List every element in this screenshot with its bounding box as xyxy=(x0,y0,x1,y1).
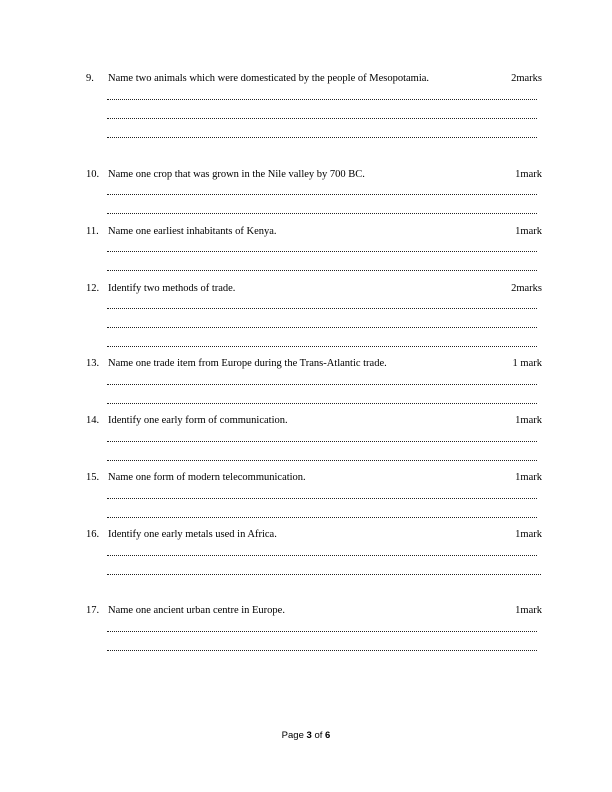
total-pages: 6 xyxy=(325,730,331,741)
question-marks: 1mark xyxy=(515,472,542,483)
answer-line[interactable] xyxy=(107,574,541,576)
answer-line[interactable] xyxy=(107,384,537,386)
question-text: Identify one early form of communication. xyxy=(108,415,288,426)
question-marks: 2marks xyxy=(511,73,542,84)
question-number: 16. xyxy=(86,529,100,540)
question-number: 11. xyxy=(86,226,99,237)
current-page: 3 xyxy=(306,730,312,741)
answer-line[interactable] xyxy=(107,517,537,519)
answer-line[interactable] xyxy=(107,308,537,310)
question-13 xyxy=(0,357,612,373)
answer-line[interactable] xyxy=(107,650,537,652)
question-marks: 1mark xyxy=(515,605,542,616)
question-number: 12. xyxy=(86,283,100,294)
question-15 xyxy=(0,471,612,487)
question-number: 17. xyxy=(86,605,100,616)
question-number: 10. xyxy=(86,169,100,180)
answer-line[interactable] xyxy=(107,99,537,101)
question-number: 13. xyxy=(86,358,100,369)
question-text: Name one form of modern telecommunication. xyxy=(108,472,306,483)
question-text: Name one earliest inhabitants of Kenya. xyxy=(108,226,277,237)
question-text: Name one ancient urban centre in Europe. xyxy=(108,605,285,616)
question-marks: 1mark xyxy=(515,169,542,180)
page-of-label: of xyxy=(314,730,323,741)
question-text: Name one crop that was grown in the Nile valley by 700 BC. xyxy=(108,169,365,180)
answer-line[interactable] xyxy=(107,213,537,215)
question-16 xyxy=(0,528,612,544)
question-text: Identify one early metals used in Africa. xyxy=(108,529,277,540)
answer-line[interactable] xyxy=(107,460,537,462)
question-text: Identify two methods of trade. xyxy=(108,283,236,294)
question-9 xyxy=(0,72,612,88)
answer-line[interactable] xyxy=(107,251,537,253)
answer-line[interactable] xyxy=(107,118,537,120)
answer-line[interactable] xyxy=(107,346,537,348)
answer-line[interactable] xyxy=(107,403,537,405)
question-marks: 1mark xyxy=(515,226,542,237)
question-marks: 1mark xyxy=(515,529,542,540)
question-text: Name one trade item from Europe during the Trans-Atlantic trade. xyxy=(108,358,387,369)
question-marks: 2marks xyxy=(511,283,542,294)
question-number: 14. xyxy=(86,415,100,426)
question-marks: 1mark xyxy=(515,415,542,426)
question-14 xyxy=(0,414,612,430)
question-12 xyxy=(0,282,612,298)
answer-line[interactable] xyxy=(107,631,537,633)
answer-line[interactable] xyxy=(107,327,537,329)
question-11 xyxy=(0,225,612,241)
answer-line[interactable] xyxy=(107,137,537,139)
answer-line[interactable] xyxy=(107,270,537,272)
question-text: Name two animals which were domesticated by the people of Mesopotamia. xyxy=(108,73,430,84)
answer-line[interactable] xyxy=(107,441,537,443)
page-label: Page xyxy=(281,730,304,741)
answer-line[interactable] xyxy=(107,194,537,196)
answer-line[interactable] xyxy=(107,498,537,500)
question-number: 15. xyxy=(86,472,100,483)
question-10 xyxy=(0,168,612,184)
question-number: 9. xyxy=(86,73,94,84)
answer-line[interactable] xyxy=(107,555,537,557)
question-marks: 1 mark xyxy=(512,358,542,369)
question-17 xyxy=(0,604,612,620)
page-number-footer xyxy=(0,730,612,741)
